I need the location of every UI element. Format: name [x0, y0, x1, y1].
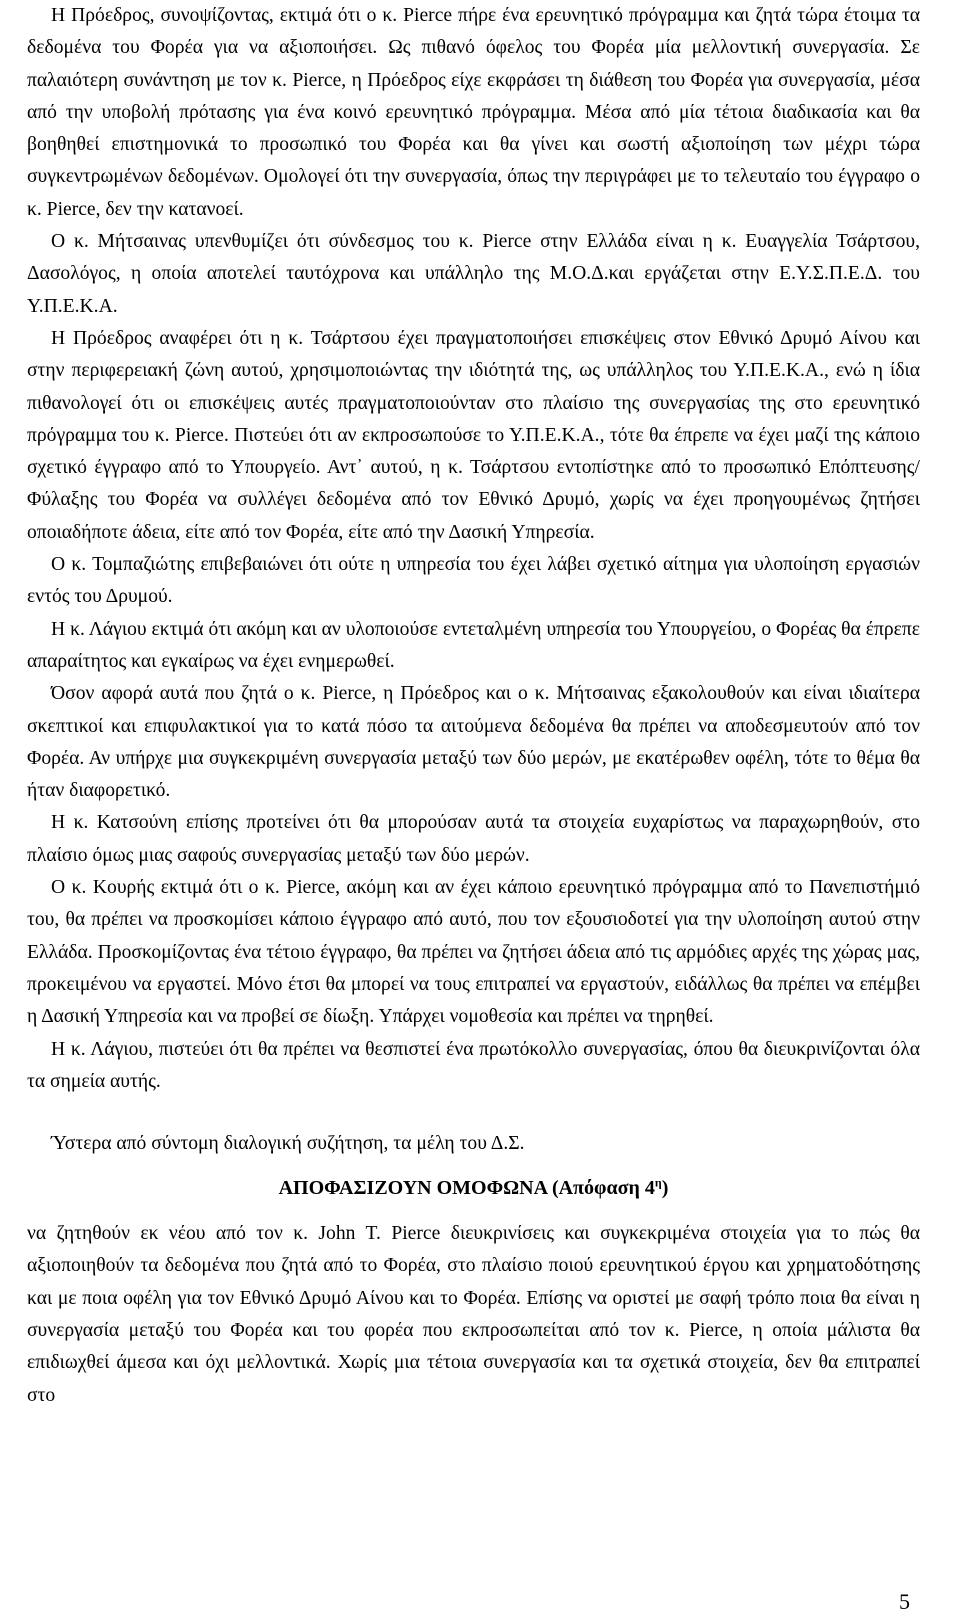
paragraph-katsouni: Η κ. Κατσούνη επίσης προτείνει ότι θα μπορούσαν αυτά τα στοιχεία ευχαρίστως να παραχωρηθούν, στο πλαίσιο όμως μιας σαφούς συνεργασίας μεταξύ των δύο μερών.	[27, 812, 920, 866]
paragraph-kouris: Ο κ. Κουρής εκτιμά ότι ο κ. Pierce, ακόμη και αν έχει κάποιο ερευνητικό πρόγραμμα από το Πανεπιστήμιό του, θα πρέπει να προσκομίσει κάποιο έγγραφο από αυτό, που τον εξουσιοδοτεί για την υλοποίηση αυτού στην Ελλάδα. Προσκομίζοντας ένα τέτοιο έγγραφο, θα πρέπει να ζητήσει άδεια από τις αρμόδιες αρχές της χώρας μας, προκειμένου να εργαστεί. Μόνο έτσι θα μπορεί να τους επιτραπεί να εργαστούν, ειδάλλως θα πρέπει να επέμβει η Δασική Υπηρεσία και να προβεί σε δίωξη. Υπάρχει νομοθεσία και πρέπει να τηρηθεί.	[27, 877, 920, 1028]
paragraph-mitsainas-reminder: Ο κ. Μήτσαινας υπενθυμίζει ότι σύνδεσμος του κ. Pierce στην Ελλάδα είναι η κ. Ευαγγελία Τσάρτσου, Δασολόγος, η οποία αποτελεί ταυτόχρονα και υπάλληλο της Μ.Ο.Δ.και εργάζεται στην Ε.Υ.Σ.Π.Ε.Δ. του Υ.Π.Ε.Κ.Α.	[27, 231, 920, 317]
decision-heading-close: )	[661, 1177, 669, 1200]
paragraph-tompaziotis: Ο κ. Τομπαζιώτης επιβεβαιώνει ότι ούτε η υπηρεσία του έχει λάβει σχετικό αίτημα για υλοποίηση εργασιών εντός του Δρυμού.	[27, 554, 920, 608]
section-spacer	[27, 1098, 920, 1128]
decision-heading	[27, 1172, 920, 1204]
page-number: 5	[899, 1589, 910, 1614]
decision-heading-text: ΑΠΟΦΑΣΙΖΟΥΝ ΟΜΟΦΩΝΑ (Απόφαση 4	[278, 1177, 655, 1200]
paragraph-lagiou-protocol: Η κ. Λάγιου, πιστεύει ότι θα πρέπει να θεσπιστεί ένα πρωτόκολλο συνεργασίας, όπου θα διευκρινίζονται όλα τα σημεία αυτής.	[27, 1038, 920, 1092]
decision-text: να ζητηθούν εκ νέου από τον κ. John T. Pierce διευκρινίσεις και συγκεκριμένα στοιχεία για το πώς θα αξιοποιηθούν τα δεδομένα που ζητά από το Φορέα, στο πλαίσιο ποιού ερευνητικού έργου και χρηματοδότησης και με ποια οφέλη για τον Εθνικό Δρυμό Αίνου και το Φορέα. Επίσης να οριστεί με σαφή τρόπο ποια θα είναι η συνεργασία μεταξύ του Φορέα και του φορέα που εκπροσωπείται από τον κ. Pierce, η οποία μάλιστα θα επιδιωχθεί άμεσα και όχι μελλοντικά. Χωρίς μια τέτοια συνεργασία και τα σχετικά στοιχεία, δεν θα επιτραπεί στο	[27, 1223, 920, 1406]
paragraph-lagiou-ministry: Η κ. Λάγιου εκτιμά ότι ακόμη και αν υλοποιούσε εντεταλμένη υπηρεσία του Υπουργείου, ο Φορέας θα έπρεπε απαραίτητος και εγκαίρως να έχει ενημερωθεί.	[27, 618, 920, 672]
paragraph-president-visits: Η Πρόεδρος αναφέρει ότι η κ. Τσάρτσου έχει πραγματοποιήσει επισκέψεις στον Εθνικό Δρυμό Αίνου και στην περιφερειακή ζώνη αυτού, χρησιμοποιώντας την ιδιότητά της, ως υπάλληλος του Υ.Π.Ε.Κ.Α., ενώ η ίδια πιθανολογεί ότι οι επισκέψεις αυτές πραγματοποιούνταν στο πλαίσιο της συνεργασίας της στο ερευνητικό πρόγραμμα του κ. Pierce. Πιστεύει ότι αν εκπροσωπούσε το Υ.Π.Ε.Κ.Α., τότε θα έπρεπε να έχει μαζί της κάποιο σχετικό έγγραφο από το Υπουργείο. Αντ᾽ αυτού, η κ. Τσάρτσου εντοπίστηκε από το προσωπικό Επόπτευσης/Φύλαξης του Φορέα να συλλέγει δεδομένα από τον Εθνικό Δρυμό, χωρίς να έχει προηγουμένως ζητήσει οποιαδήποτε άδεια, είτε από τον Φορέα, είτε από την Δασική Υπηρεσία.	[27, 327, 920, 543]
paragraph-president-summary: Η Πρόεδρος, συνοψίζοντας, εκτιμά ότι ο κ. Pierce πήρε ένα ερευνητικό πρόγραμμα και ζητά τώρα έτοιμα τα δεδομένα του Φορέα για να αξιοποιήσει. Ως πιθανό όφελος του Φορέα μία μελλοντική συνεργασία. Σε παλαιότερη συνάντηση με τον κ. Pierce, η Πρόεδρος είχε εκφράσει τη διάθεση του Φορέα για συνεργασία, μέσα από την υποβολή πρότασης για ένα κοινό ερευνητικό πρόγραμμα. Μέσα από μία τέτοια διαδικασία και θα βοηθηθεί επιστημονικά το προσωπικό του Φορέα και θα γίνει και σωστή αξιοποίηση των μέχρι τώρα συγκεντρωμένων δεδομένων. Ομολογεί ότι την συνεργασία, όπως την περιγράφει με το τελευταίο του έγγραφο ο κ. Pierce, δεν την κατανοεί.	[27, 5, 920, 220]
closing-line: Ύστερα από σύντομη διαλογική συζήτηση, τα μέλη του Δ.Σ.	[51, 1133, 525, 1155]
document-page	[27, 0, 920, 1412]
paragraph-data-release: Όσον αφορά αυτά που ζητά ο κ. Pierce, η Πρόεδρος και ο κ. Μήτσαινας εξακολουθούν και είναι ιδιαίτερα σκεπτικοί και επιφυλακτικοί για το κατά πόσο τα αιτούμενα δεδομένα θα πρέπει να αποδεσμευτούν από τον Φορέα. Αν υπήρχε μια συγκεκριμένη συνεργασία μεταξύ των δύο μερών, με εκατέρωθεν οφέλη, τότε το θέμα θα ήταν διαφορετικό.	[27, 683, 920, 802]
decision-heading-superscript: η	[654, 1175, 662, 1190]
